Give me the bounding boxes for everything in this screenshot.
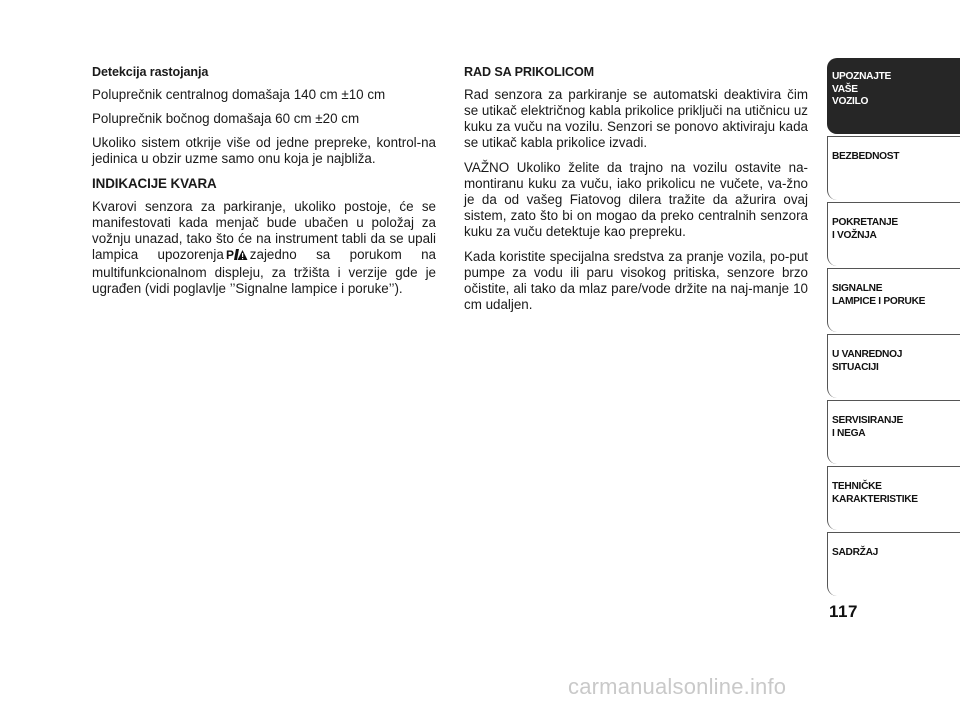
paragraph-trailer-deactivation: Rad senzora za parkiranje se automatski deaktivira čim se utikač električnog kabla prikolice priključi na utičnicu uz kuku za vuču na vozilu. Senzori se ponovo aktiviraju kada se utikač kabla prikolice izvadi. [464,87,808,150]
chapter-tab-label: SIGNALNE LAMPICE I PORUKE [832,283,926,307]
section-heading-distance-detection: Detekcija rastojanja [92,65,209,79]
section-heading-fault-indication: INDIKACIJE KVARA [92,176,217,191]
chapter-tab-label: POKRETANJE I VOŽNJA [832,217,898,241]
paragraph-multiple-obstacles: Ukoliko sistem otkrije više od jedne prepreke, kontrol-na jedinica u obzir uzme samo onu koja je najbliža. [92,135,436,166]
chapter-tab-1[interactable] [827,58,960,134]
chapter-tab-3[interactable] [827,202,960,266]
paragraph-sensor-faults [92,199,436,297]
chapter-tab-label: TEHNIČKE KARAKTERISTIKE [832,481,918,505]
chapter-tab-8[interactable] [827,532,960,596]
chapter-tab-label: UPOZNAJTE VAŠE VOZILO [832,71,891,107]
svg-text:P: P [225,248,234,261]
page-number: 117 [829,602,858,621]
paragraph-central-range: Poluprečnik centralnog domašaja 140 cm ±10 cm [92,87,386,102]
right-column [464,64,808,322]
chapter-tab-label: U VANREDNOJ SITUACIJI [832,349,903,373]
paragraph-important-tow-hook: VAŽNO Ukoliko želite da trajno na vozilu ostavite na-montiranu kuku za vuču, iako prikolicu ne vučete, va-žno je da od vašeg Fiatovog dilera tražite da ažurira ovaj sistem, zato što bi on mogao da preko centralnih senzora kuku za vuču detektuje kao prepreku. [464,160,808,239]
paragraph-side-range: Poluprečnik bočnog domašaja 60 cm ±20 cm [92,111,360,126]
chapter-tab-label: BEZBEDNOST [832,151,900,162]
paragraph-cleaning-sensors: Kada koristite specijalna sredstva za pranje vozila, po-put pumpe za vodu ili paru visokog pritiska, senzore brzo očistite, ali tako da mlaz pare/vode držite na naj-manje 10 cm udaljen. [464,249,808,312]
paragraph-sensor-faults-text-a: Kvarovi senzora za parkiranje, ukoliko postoje, će se manifestovati kada menjač bude ubačen u položaj za vožnju unazad, tako što će na instrument tabli da se upali lampica upozorenja [92,199,436,262]
chapter-tab-6[interactable] [827,400,960,464]
chapter-tab-label: SADRŽAJ [832,547,879,558]
paragraph-sensor-faults-text-b: zajedno sa porukom na multifunkcionalnom displeju, za tržišta i verzije gde je ugrađen (vidi poglavlje ’’Signalne lampice i poruke’’). [92,247,437,296]
chapter-tab-2[interactable] [827,136,960,200]
section-heading-trailer-operation: RAD SA PRIKOLICOM [464,65,595,79]
chapter-tab-4[interactable] [827,268,960,332]
parking-sensor-warning-icon [226,248,248,265]
chapter-tab-7[interactable] [827,466,960,530]
chapter-tabs [827,58,960,598]
watermark: carmanualsonline.info [568,674,787,699]
chapter-tab-label: SERVISIRANJE I NEGA [832,415,903,439]
chapter-tab-5[interactable] [827,334,960,398]
left-column [92,64,436,306]
